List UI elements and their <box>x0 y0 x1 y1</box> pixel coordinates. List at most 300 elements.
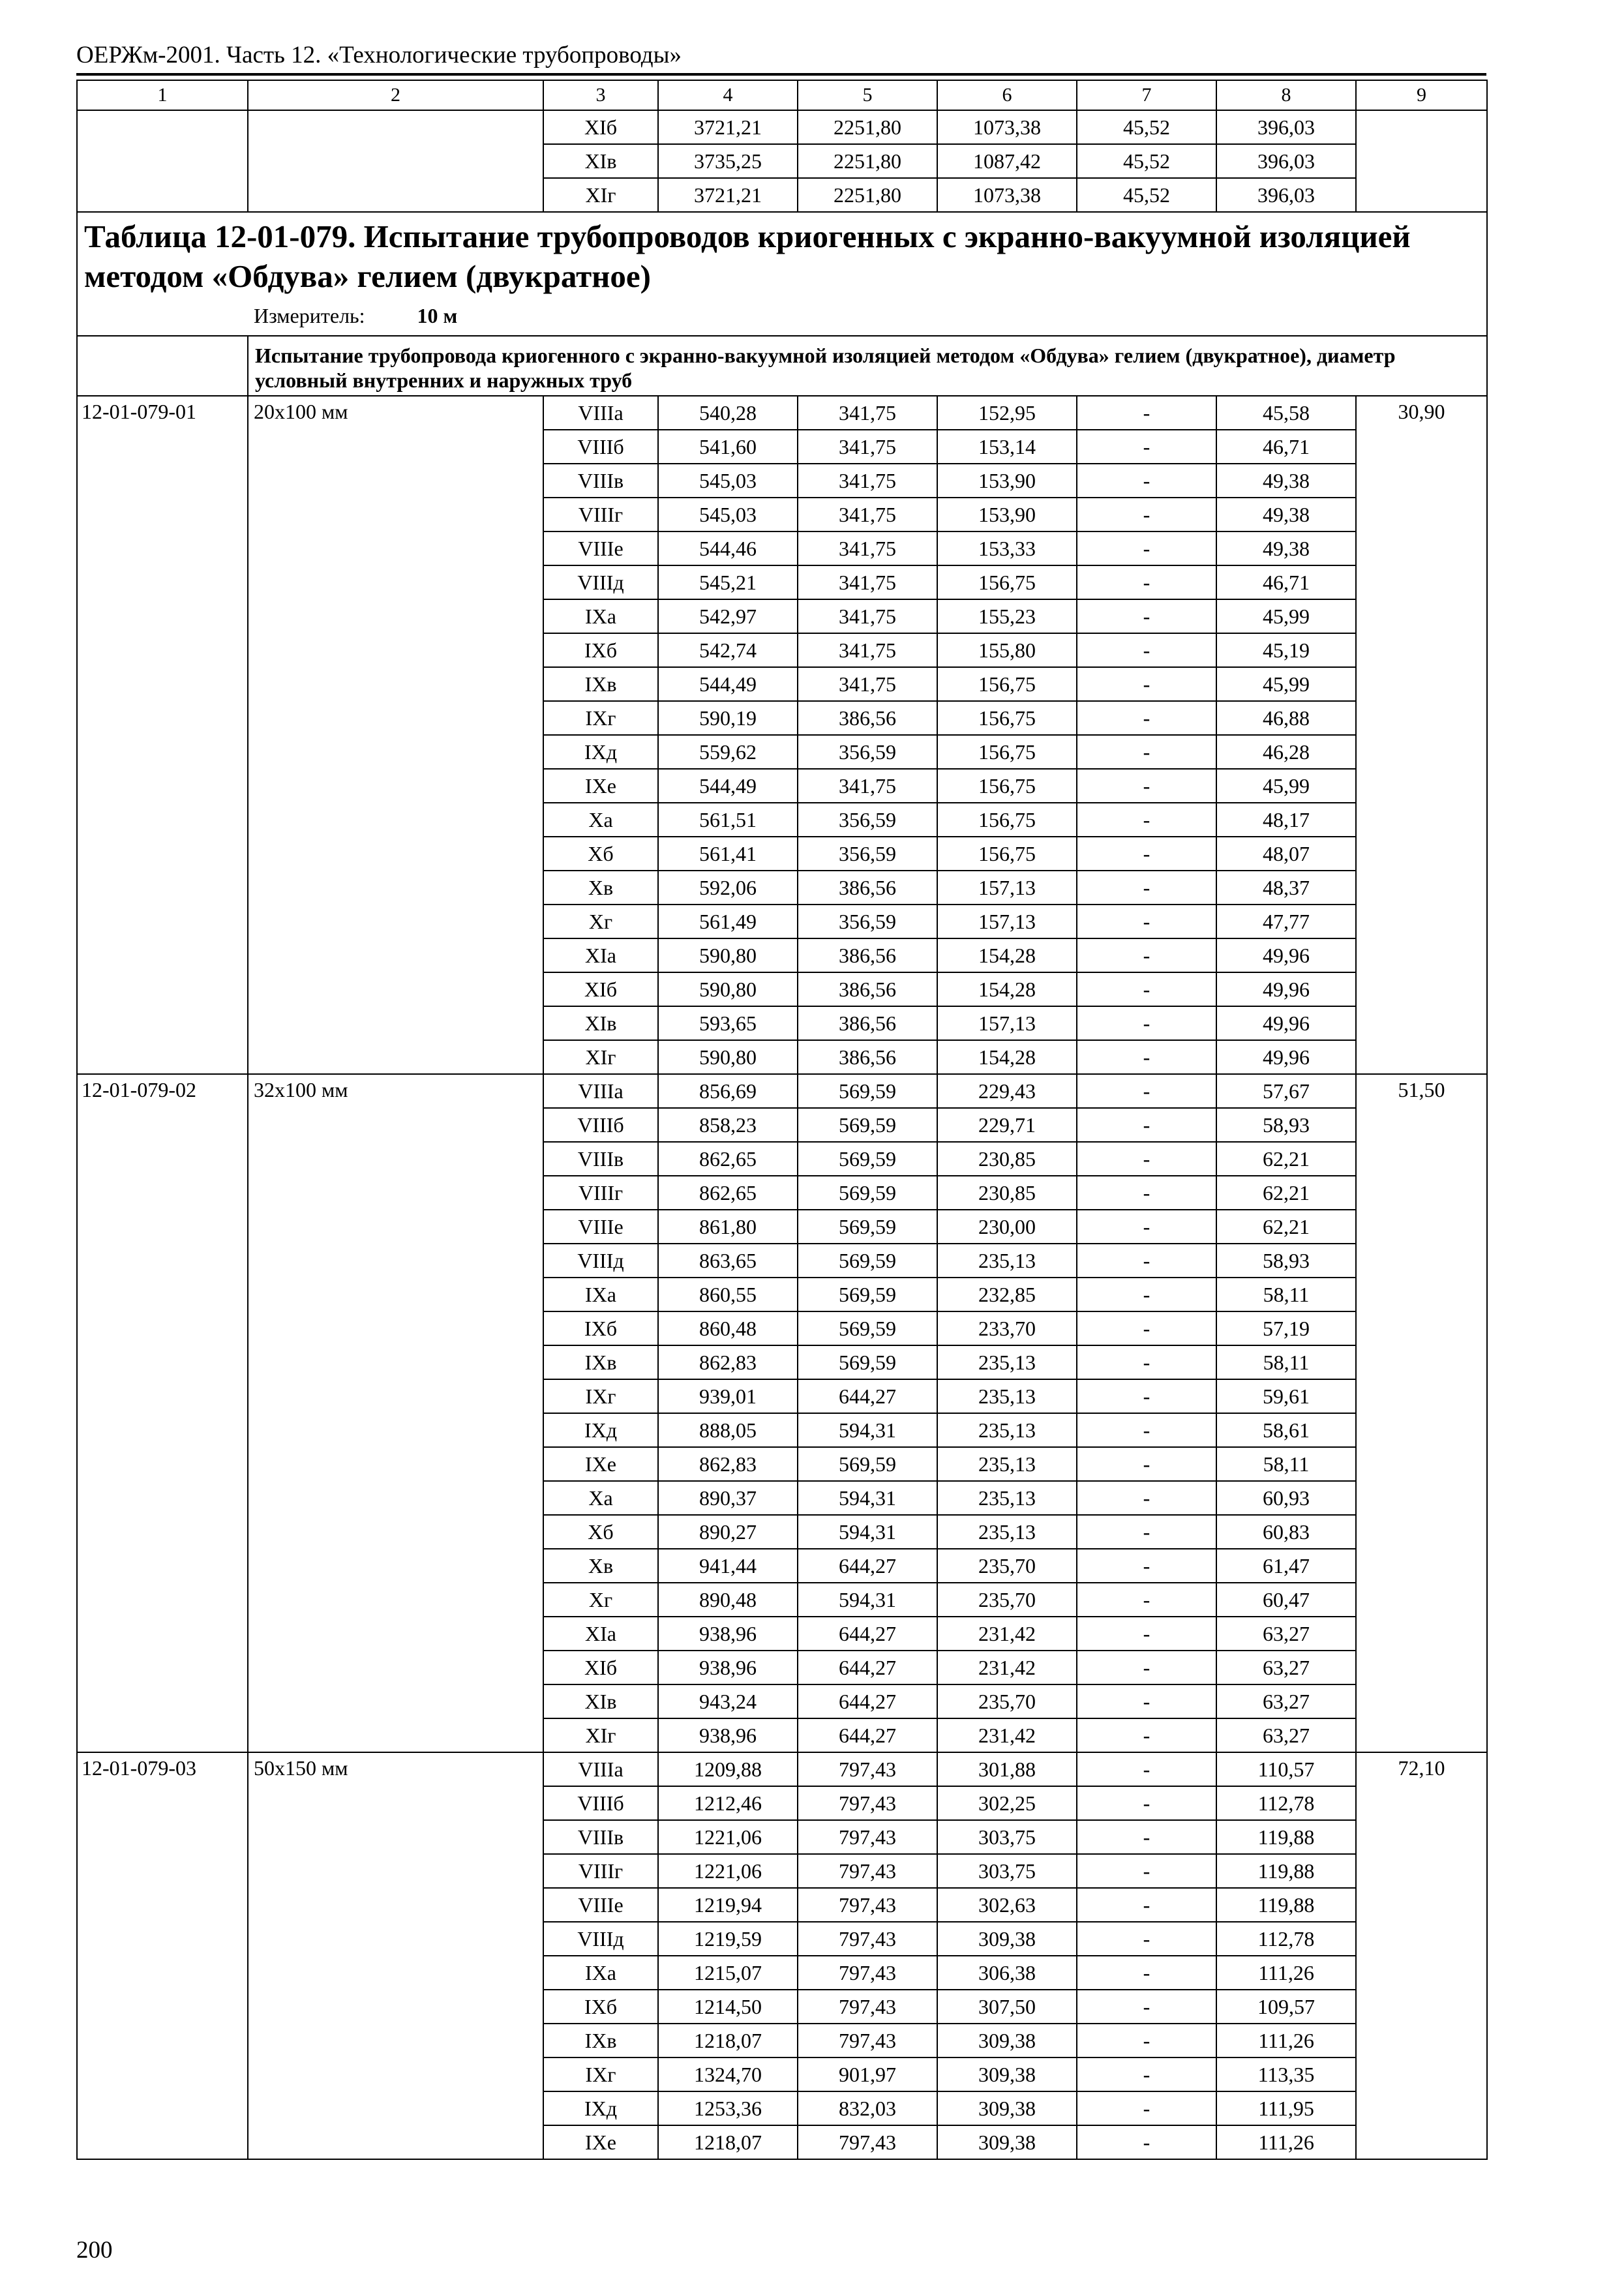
value-cell: - <box>1077 871 1216 905</box>
zone-cell: VIIIв <box>543 464 658 498</box>
value-cell: 303,75 <box>937 1854 1077 1888</box>
zone-cell: VIIIа <box>543 396 658 430</box>
name-cell: 20х100 мм <box>248 396 543 1074</box>
value-cell: 235,70 <box>937 1549 1077 1583</box>
zone-cell: VIIIг <box>543 1176 658 1210</box>
measure-line <box>254 303 1480 329</box>
value-cell: 561,49 <box>658 905 798 938</box>
value-cell: 1087,42 <box>937 144 1077 178</box>
value-cell: 1221,06 <box>658 1820 798 1854</box>
value-cell: 356,59 <box>798 735 937 769</box>
value-cell: 58,11 <box>1216 1447 1356 1481</box>
code-cell: 12-01-079-03 <box>77 1752 248 2159</box>
value-cell: 561,51 <box>658 803 798 837</box>
value-cell: 386,56 <box>798 972 937 1006</box>
value-cell: - <box>1077 2125 1216 2159</box>
column-number-cell: 8 <box>1216 80 1356 110</box>
value-cell: 112,78 <box>1216 1786 1356 1820</box>
zone-cell: VIIIе <box>543 1210 658 1244</box>
value-cell: 544,49 <box>658 667 798 701</box>
value-cell: 545,03 <box>658 464 798 498</box>
value-cell: 863,65 <box>658 1244 798 1278</box>
value-cell: - <box>1077 1413 1216 1447</box>
column-number-cell: 2 <box>248 80 543 110</box>
value-cell: 110,57 <box>1216 1752 1356 1786</box>
value-cell: - <box>1077 1345 1216 1379</box>
column-number-cell: 9 <box>1356 80 1487 110</box>
value-cell: 1221,06 <box>658 1854 798 1888</box>
section-row <box>77 336 1487 396</box>
value-cell: 396,03 <box>1216 144 1356 178</box>
value-cell: - <box>1077 1888 1216 1922</box>
zone-cell: VIIIг <box>543 498 658 531</box>
value-cell: 1214,50 <box>658 1990 798 2024</box>
value-cell: 235,13 <box>937 1345 1077 1379</box>
zone-cell: Xг <box>543 905 658 938</box>
value-cell: 48,17 <box>1216 803 1356 837</box>
value-cell: 797,43 <box>798 1752 937 1786</box>
value-cell: 309,38 <box>937 2091 1077 2125</box>
zone-cell: IXг <box>543 1379 658 1413</box>
value-cell: 119,88 <box>1216 1888 1356 1922</box>
value-cell: 57,67 <box>1216 1074 1356 1108</box>
measure-label: Измеритель: <box>254 304 365 327</box>
value-cell: 644,27 <box>798 1617 937 1651</box>
zone-cell: VIIIа <box>543 1074 658 1108</box>
value-cell: - <box>1077 498 1216 531</box>
zone-cell: VIIIд <box>543 1922 658 1956</box>
value-cell: 341,75 <box>798 531 937 565</box>
value-cell: 303,75 <box>937 1820 1077 1854</box>
value-cell: - <box>1077 464 1216 498</box>
value-cell: 45,99 <box>1216 599 1356 633</box>
value-cell: 59,61 <box>1216 1379 1356 1413</box>
value-cell: 49,38 <box>1216 531 1356 565</box>
value-cell: 544,46 <box>658 531 798 565</box>
value-cell: 860,55 <box>658 1278 798 1311</box>
value-cell: 62,21 <box>1216 1142 1356 1176</box>
value-cell: 1324,70 <box>658 2057 798 2091</box>
value-cell: 235,13 <box>937 1413 1077 1447</box>
value-cell: 862,65 <box>658 1142 798 1176</box>
value-cell: 569,59 <box>798 1345 937 1379</box>
value-cell: 235,70 <box>937 1684 1077 1718</box>
column-number-cell: 6 <box>937 80 1077 110</box>
value-cell: 156,75 <box>937 701 1077 735</box>
value-cell: 943,24 <box>658 1684 798 1718</box>
value-cell: 235,13 <box>937 1481 1077 1515</box>
value-cell: 113,35 <box>1216 2057 1356 2091</box>
value-cell: 47,77 <box>1216 905 1356 938</box>
value-cell: 569,59 <box>798 1108 937 1142</box>
value-cell: 153,90 <box>937 498 1077 531</box>
value-cell: 832,03 <box>798 2091 937 2125</box>
value-cell: 939,01 <box>658 1379 798 1413</box>
value-cell: 45,52 <box>1077 178 1216 212</box>
value-cell: - <box>1077 1990 1216 2024</box>
value-cell: 644,27 <box>798 1718 937 1752</box>
value-cell: 231,42 <box>937 1617 1077 1651</box>
value-cell: 1073,38 <box>937 178 1077 212</box>
value-cell: - <box>1077 1006 1216 1040</box>
value-cell: 1219,94 <box>658 1888 798 1922</box>
value-cell: - <box>1077 905 1216 938</box>
value-cell: 46,71 <box>1216 430 1356 464</box>
name-cell: 32х100 мм <box>248 1074 543 1752</box>
value-cell: 341,75 <box>798 633 937 667</box>
value-cell: 862,65 <box>658 1176 798 1210</box>
zone-cell: VIIIв <box>543 1820 658 1854</box>
value-cell: 797,43 <box>798 1922 937 1956</box>
value-cell: - <box>1077 1244 1216 1278</box>
value-cell: 153,14 <box>937 430 1077 464</box>
zone-cell: IXе <box>543 769 658 803</box>
code-cell: 12-01-079-01 <box>77 396 248 1074</box>
value-cell: 594,31 <box>798 1413 937 1447</box>
value-cell: - <box>1077 1786 1216 1820</box>
value-cell: 229,43 <box>937 1074 1077 1108</box>
value-cell: - <box>1077 1617 1216 1651</box>
value-cell: 153,90 <box>937 464 1077 498</box>
value-cell: 341,75 <box>798 565 937 599</box>
page-number: 200 <box>76 2237 113 2264</box>
value-cell: - <box>1077 1311 1216 1345</box>
code-cell <box>77 110 248 212</box>
value-cell: - <box>1077 1210 1216 1244</box>
value-cell: - <box>1077 1752 1216 1786</box>
zone-cell: VIIIг <box>543 1854 658 1888</box>
value-cell: 3721,21 <box>658 110 798 144</box>
value-cell: 306,38 <box>937 1956 1077 1990</box>
value-cell: 157,13 <box>937 905 1077 938</box>
value-cell: - <box>1077 1515 1216 1549</box>
value-cell: 861,80 <box>658 1210 798 1244</box>
zone-cell: VIIIб <box>543 430 658 464</box>
page-header: ОЕРЖм-2001. Часть 12. «Технологические трубопроводы» <box>76 42 682 68</box>
value-cell: 48,37 <box>1216 871 1356 905</box>
section-title: Испытание трубопровода криогенного с экранно-вакуумной изоляцией методом «Обдува» гелием (двукратное), диаметр условный внутренних и наружных труб <box>248 336 1487 396</box>
value-cell: 157,13 <box>937 871 1077 905</box>
value-cell: 63,27 <box>1216 1617 1356 1651</box>
zone-cell: XIв <box>543 1006 658 1040</box>
value-cell: 154,28 <box>937 1040 1077 1074</box>
value-cell: 111,26 <box>1216 1956 1356 1990</box>
zone-cell: XIб <box>543 972 658 1006</box>
value-cell: 156,75 <box>937 667 1077 701</box>
value-cell: 235,13 <box>937 1447 1077 1481</box>
value-cell: 45,58 <box>1216 396 1356 430</box>
value-cell: 45,19 <box>1216 633 1356 667</box>
value-cell: 856,69 <box>658 1074 798 1108</box>
value-cell: 797,43 <box>798 1854 937 1888</box>
value-cell: - <box>1077 1447 1216 1481</box>
value-cell: 644,27 <box>798 1549 937 1583</box>
value-cell: 1218,07 <box>658 2024 798 2057</box>
value-cell: 63,27 <box>1216 1651 1356 1684</box>
zone-cell: XIб <box>543 1651 658 1684</box>
value-cell: 111,95 <box>1216 2091 1356 2125</box>
value-cell: 57,19 <box>1216 1311 1356 1345</box>
zone-cell: IXа <box>543 599 658 633</box>
value-cell: 356,59 <box>798 905 937 938</box>
value-cell: 62,21 <box>1216 1176 1356 1210</box>
value-cell: XIв <box>543 144 658 178</box>
table-row <box>77 1074 1487 1108</box>
zone-cell: Xа <box>543 803 658 837</box>
value-cell: 890,37 <box>658 1481 798 1515</box>
value-cell: 569,59 <box>798 1447 937 1481</box>
value-cell: 156,75 <box>937 735 1077 769</box>
zone-cell: IXб <box>543 633 658 667</box>
zone-cell: XIг <box>543 1040 658 1074</box>
value-cell: 541,60 <box>658 430 798 464</box>
value-cell: - <box>1077 531 1216 565</box>
value-cell: 797,43 <box>798 1820 937 1854</box>
zone-cell: Xа <box>543 1481 658 1515</box>
value-cell: 112,78 <box>1216 1922 1356 1956</box>
zone-cell: IXе <box>543 2125 658 2159</box>
value-cell: 593,65 <box>658 1006 798 1040</box>
value-cell: - <box>1077 769 1216 803</box>
value-cell: 63,27 <box>1216 1684 1356 1718</box>
value-cell: 235,70 <box>937 1583 1077 1617</box>
column-number-cell: 7 <box>1077 80 1216 110</box>
value-cell: 309,38 <box>937 2024 1077 2057</box>
value-cell: 590,80 <box>658 938 798 972</box>
value-cell: 49,96 <box>1216 1006 1356 1040</box>
zone-cell: IXа <box>543 1278 658 1311</box>
zone-cell: VIIIе <box>543 1888 658 1922</box>
value-cell: 860,48 <box>658 1311 798 1345</box>
value-cell: 544,49 <box>658 769 798 803</box>
value-cell: 590,80 <box>658 972 798 1006</box>
value-cell: 63,27 <box>1216 1718 1356 1752</box>
table-row <box>77 110 1487 144</box>
value-cell: 45,52 <box>1077 110 1216 144</box>
value-cell: 569,59 <box>798 1074 937 1108</box>
value-cell: - <box>1077 803 1216 837</box>
value-cell: - <box>1077 1379 1216 1413</box>
value-cell: 156,75 <box>937 769 1077 803</box>
table-body <box>77 80 1487 2159</box>
value-cell: 396,03 <box>1216 110 1356 144</box>
value-cell: 309,38 <box>937 2057 1077 2091</box>
value-cell: 396,03 <box>1216 178 1356 212</box>
value-cell: 341,75 <box>798 599 937 633</box>
value-cell: 1215,07 <box>658 1956 798 1990</box>
value-cell: 938,96 <box>658 1651 798 1684</box>
value-cell: 58,61 <box>1216 1413 1356 1447</box>
value-cell: 235,13 <box>937 1379 1077 1413</box>
value-cell: - <box>1077 735 1216 769</box>
value-cell: 3721,21 <box>658 178 798 212</box>
value-cell: 235,13 <box>937 1515 1077 1549</box>
value-cell: 45,99 <box>1216 667 1356 701</box>
value-cell: 644,27 <box>798 1651 937 1684</box>
value-cell: 49,38 <box>1216 464 1356 498</box>
value-cell: 1218,07 <box>658 2125 798 2159</box>
value-cell: - <box>1077 938 1216 972</box>
code-cell: 12-01-079-02 <box>77 1074 248 1752</box>
value-cell: 590,19 <box>658 701 798 735</box>
value-cell: - <box>1077 1176 1216 1210</box>
value-cell: - <box>1077 1142 1216 1176</box>
value-cell: 230,00 <box>937 1210 1077 1244</box>
value-cell: 302,25 <box>937 1786 1077 1820</box>
value-cell: 49,96 <box>1216 938 1356 972</box>
value-cell: 2251,80 <box>798 178 937 212</box>
name-cell: 50х150 мм <box>248 1752 543 2159</box>
zone-cell: VIIIд <box>543 565 658 599</box>
column-number-row <box>77 80 1487 110</box>
value-cell: 154,28 <box>937 938 1077 972</box>
value-cell: 231,42 <box>937 1718 1077 1752</box>
value-cell: 797,43 <box>798 2125 937 2159</box>
zone-cell: IXа <box>543 1956 658 1990</box>
zone-cell: IXб <box>543 1311 658 1345</box>
value-cell: - <box>1077 1922 1216 1956</box>
value-cell: - <box>1077 667 1216 701</box>
value-cell: 156,75 <box>937 803 1077 837</box>
table-title: Таблица 12-01-079. Испытание трубопроводов криогенных с экранно-вакуумной изоляцией методом «Обдува» гелием (двукратное) <box>84 218 1411 294</box>
value-cell: 561,41 <box>658 837 798 871</box>
value-cell: - <box>1077 633 1216 667</box>
value-cell: 862,83 <box>658 1345 798 1379</box>
value-cell: 341,75 <box>798 498 937 531</box>
zone-cell: IXд <box>543 735 658 769</box>
zone-cell: VIIIб <box>543 1786 658 1820</box>
value-cell: - <box>1077 430 1216 464</box>
value-cell: 1212,46 <box>658 1786 798 1820</box>
value-cell: - <box>1077 1583 1216 1617</box>
value-cell: 386,56 <box>798 1040 937 1074</box>
value-cell: 154,28 <box>937 972 1077 1006</box>
value-cell: 938,96 <box>658 1617 798 1651</box>
value-cell: 111,26 <box>1216 2024 1356 2057</box>
value-cell: 594,31 <box>798 1481 937 1515</box>
value-cell: 341,75 <box>798 464 937 498</box>
zone-cell: XIв <box>543 1684 658 1718</box>
value-cell: - <box>1077 396 1216 430</box>
value-cell: 232,85 <box>937 1278 1077 1311</box>
value-cell: 569,59 <box>798 1311 937 1345</box>
value-cell: 157,13 <box>937 1006 1077 1040</box>
name-cell <box>248 110 543 212</box>
value-cell: 233,70 <box>937 1311 1077 1345</box>
value-cell: XIг <box>543 178 658 212</box>
value-cell: 60,47 <box>1216 1583 1356 1617</box>
value-cell: 569,59 <box>798 1278 937 1311</box>
zone-cell: IXб <box>543 1990 658 2024</box>
value-cell: 109,57 <box>1216 1990 1356 2024</box>
value-cell: - <box>1077 1651 1216 1684</box>
zone-cell: IXг <box>543 2057 658 2091</box>
value-cell: 545,03 <box>658 498 798 531</box>
value-cell: 58,11 <box>1216 1345 1356 1379</box>
measure-value: 10 м <box>417 304 458 327</box>
value-cell: 58,11 <box>1216 1278 1356 1311</box>
value-cell: 155,80 <box>937 633 1077 667</box>
column-number-cell: 4 <box>658 80 798 110</box>
value-cell: 545,21 <box>658 565 798 599</box>
column-number-cell: 5 <box>798 80 937 110</box>
value-cell: 49,96 <box>1216 1040 1356 1074</box>
value-cell: 797,43 <box>798 1888 937 1922</box>
value-cell: 230,85 <box>937 1176 1077 1210</box>
value-cell: 386,56 <box>798 1006 937 1040</box>
value-cell: 302,63 <box>937 1888 1077 1922</box>
zone-cell: IXв <box>543 1345 658 1379</box>
value-cell: 119,88 <box>1216 1820 1356 1854</box>
value-cell: - <box>1077 837 1216 871</box>
value-cell: 1073,38 <box>937 110 1077 144</box>
value-cell: 2251,80 <box>798 110 937 144</box>
value-cell: 156,75 <box>937 837 1077 871</box>
value-cell: - <box>1077 2057 1216 2091</box>
value-cell: - <box>1077 1549 1216 1583</box>
value-cell: 594,31 <box>798 1515 937 1549</box>
zone-cell: VIIIа <box>543 1752 658 1786</box>
value-cell: - <box>1077 1278 1216 1311</box>
value-cell: 2251,80 <box>798 144 937 178</box>
value-cell: - <box>1077 1956 1216 1990</box>
zone-cell: IXд <box>543 2091 658 2125</box>
value-cell: 341,75 <box>798 430 937 464</box>
value-cell: - <box>1077 1481 1216 1515</box>
value-cell: 152,95 <box>937 396 1077 430</box>
value-cell: 592,06 <box>658 871 798 905</box>
value-cell: 594,31 <box>798 1583 937 1617</box>
value-cell: 1209,88 <box>658 1752 798 1786</box>
value-cell: 590,80 <box>658 1040 798 1074</box>
value-cell: - <box>1077 1854 1216 1888</box>
zone-cell: Xг <box>543 1583 658 1617</box>
value-cell: 1219,59 <box>658 1922 798 1956</box>
value-cell: - <box>1077 565 1216 599</box>
zone-cell: Xб <box>543 837 658 871</box>
value-cell: - <box>1077 1820 1216 1854</box>
zone-cell: Xб <box>543 1515 658 1549</box>
table-row <box>77 396 1487 430</box>
value-cell: 48,07 <box>1216 837 1356 871</box>
total-cell: 51,50 <box>1356 1074 1487 1752</box>
value-cell: 309,38 <box>937 2125 1077 2159</box>
value-cell: 858,23 <box>658 1108 798 1142</box>
value-cell: 61,47 <box>1216 1549 1356 1583</box>
value-cell: - <box>1077 1684 1216 1718</box>
value-cell: - <box>1077 2024 1216 2057</box>
value-cell: 644,27 <box>798 1379 937 1413</box>
value-cell: 542,74 <box>658 633 798 667</box>
value-cell: 797,43 <box>798 1990 937 2024</box>
value-cell: 542,97 <box>658 599 798 633</box>
zone-cell: IXд <box>543 1413 658 1447</box>
zone-cell: IXв <box>543 667 658 701</box>
value-cell: 58,93 <box>1216 1244 1356 1278</box>
table-title-row <box>77 212 1487 336</box>
value-cell: 45,52 <box>1077 144 1216 178</box>
value-cell: 569,59 <box>798 1142 937 1176</box>
value-cell: 46,71 <box>1216 565 1356 599</box>
value-cell: - <box>1077 599 1216 633</box>
value-cell: 60,93 <box>1216 1481 1356 1515</box>
column-number-cell: 1 <box>77 80 248 110</box>
value-cell: 797,43 <box>798 2024 937 2057</box>
value-cell: 301,88 <box>937 1752 1077 1786</box>
value-cell: 569,59 <box>798 1244 937 1278</box>
zone-cell: XIг <box>543 1718 658 1752</box>
value-cell: XIб <box>543 110 658 144</box>
